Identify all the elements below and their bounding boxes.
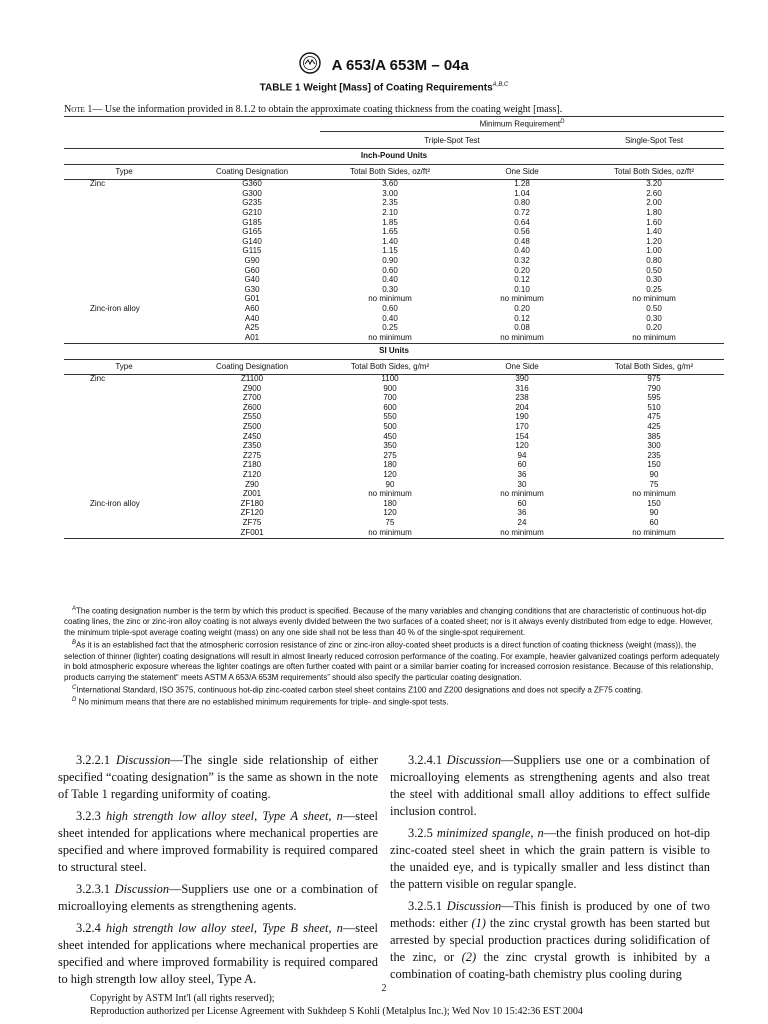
single-spot-cell: 385 — [647, 431, 661, 441]
single-spot-cell: 0.30 — [646, 313, 662, 323]
total-both-sides-cell: 180 — [383, 460, 397, 470]
designation-cell: G360 — [242, 179, 262, 189]
type-cell — [64, 199, 184, 209]
inch-pound-rows — [64, 180, 724, 343]
single-spot-cell: 1.60 — [646, 217, 662, 227]
type-cell: Zinc-iron alloy — [90, 498, 140, 508]
total-both-sides-cell: 500 — [383, 422, 397, 432]
one-side-cell: 0.20 — [514, 303, 530, 313]
designation-cell: G210 — [242, 208, 262, 217]
total-both-sides-cell: 0.60 — [382, 303, 398, 313]
total-both-sides-cell: 0.40 — [382, 313, 398, 323]
designation-cell: A40 — [244, 313, 260, 323]
designation-cell: Z450 — [242, 431, 262, 441]
one-side-cell: 60 — [517, 498, 527, 508]
paragraph-3-2-3: 3.2.3 high strength low alloy steel, Type A sheet, n—steel sheet intended for applications where mechanical properties are specified and where improved formability is required compared to structural steel. — [58, 808, 378, 874]
designation-cell: G140 — [242, 236, 262, 246]
one-side-cell: 24 — [517, 518, 527, 527]
total-both-sides-cell: 90 — [385, 479, 395, 489]
single-spot-cell: 0.20 — [646, 323, 662, 333]
section-inch-pound: Inch-Pound Units — [360, 151, 428, 161]
one-side-cell: 1.04 — [514, 188, 530, 198]
paragraph-3-2-2-1: 3.2.2.1 Discussion—The single side relationship of either specified “coating designation” is the same as shown in the note of Table 1 regarding uniformity of coating. — [58, 753, 379, 801]
footnote: $^C$International Standard, ISO 3575, continuous hot-dip zinc-coated carbon steel sheet contains Z100 and Z200 designations and does not specify a ZF75 coating. — [72, 684, 643, 695]
total-both-sides-cell: 2.10 — [382, 208, 398, 217]
one-side-cell: 0.20 — [514, 265, 530, 275]
total-both-sides-cell: 0.25 — [382, 323, 398, 333]
paragraph-3-2-3-1: 3.2.3.1 Discussion—Suppliers use one or a combination of microalloying elements as strengthening agents. — [58, 881, 378, 913]
total-both-sides-cell: 120 — [383, 470, 397, 480]
type-cell — [64, 286, 184, 296]
table-title: TABLE 1 Weight [Mass] of Coating Requirements$^{A,B,C}$ — [259, 82, 509, 94]
single-spot-cell: 235 — [647, 450, 661, 460]
designation-cell: ZF75 — [242, 518, 262, 527]
table-row — [64, 334, 724, 344]
type-cell — [64, 452, 184, 462]
single-spot-cell: no minimum — [632, 527, 676, 537]
designation-cell: ZF180 — [240, 498, 264, 508]
footnote: $^B$As it is an established fact that the atmospheric corrosion resistance of zinc or zinc-iron alloy-coated sheet products is a direct function of coating thickness (weight (mass)), the selection of thinner (lighter) coating designations will result in almost linearly reduced corrosion performance of the coating. For example, heavier galvanized coatings perform adequately in bold atmospheric exposure whereas the lighter coatings are often further coated with paint or a similar barrier coating for increased corrosion resistance. Because of this relationship, products carrying the statement“ meets ASTM A 653/A 653M requirements” should also specify the particular coating designation. — [64, 640, 720, 683]
single-spot-cell: 90 — [649, 508, 659, 518]
section-si: SI Units — [379, 346, 409, 356]
single-spot-cell: 1.80 — [646, 208, 662, 217]
type-cell — [64, 315, 184, 325]
type-cell — [64, 385, 184, 395]
one-side-cell: no minimum — [500, 527, 544, 537]
single-spot-cell: no minimum — [632, 489, 676, 499]
total-both-sides-cell: 1.85 — [382, 217, 398, 227]
designation-cell: G300 — [242, 188, 262, 198]
document-header — [0, 52, 768, 79]
designation-cell: Z90 — [245, 479, 259, 489]
type-cell: Zinc — [90, 374, 106, 384]
designation-cell: G90 — [244, 255, 260, 265]
single-spot-cell: 150 — [647, 460, 661, 470]
footnote: $^D$ No minimum means that there are no established minimum requirements for triple- and single-spot tests. — [72, 697, 449, 707]
type-cell — [64, 190, 184, 200]
type-cell — [64, 529, 184, 539]
type-cell — [64, 228, 184, 238]
designation-cell: G165 — [242, 227, 262, 237]
minimum-requirement-header: Minimum Requirement$^D$ — [64, 117, 724, 134]
total-both-sides-cell: 350 — [383, 441, 397, 451]
document-id: A 653/A 653M – 04a — [331, 57, 469, 74]
designation-cell: Z700 — [242, 393, 262, 403]
type-cell — [64, 324, 184, 334]
single-spot-cell: 60 — [649, 518, 659, 527]
one-side-cell: 1.28 — [514, 179, 530, 189]
total-both-sides-cell: 550 — [383, 412, 397, 422]
total-both-sides-cell: 0.60 — [382, 265, 398, 275]
single-spot-cell: 475 — [647, 412, 661, 422]
designation-cell: G01 — [244, 294, 260, 304]
designation-cell: A25 — [244, 323, 260, 333]
total-both-sides-cell: 1.40 — [382, 236, 398, 246]
designation-cell: G235 — [242, 198, 262, 208]
single-spot-cell: 790 — [647, 383, 661, 393]
total-both-sides-cell: no minimum — [368, 294, 412, 304]
total-both-sides-cell: 450 — [383, 431, 397, 441]
table-footnotes — [64, 605, 724, 709]
paragraph-3-2-4: 3.2.4 high strength low alloy steel, Type B sheet, n—steel sheet intended for applications where mechanical properties are specified and where improved formability is required compared to high strength low alloy steel, Type A. — [58, 920, 378, 986]
single-spot-cell: 595 — [647, 393, 661, 403]
type-cell — [64, 442, 184, 452]
type-cell — [64, 471, 184, 481]
one-side-cell: 94 — [517, 450, 527, 460]
one-side-cell: 154 — [515, 431, 529, 441]
designation-cell: A60 — [244, 303, 260, 313]
total-both-sides-cell: 600 — [383, 402, 397, 412]
single-spot-cell: 1.40 — [646, 227, 662, 237]
one-side-cell: 30 — [517, 479, 527, 489]
type-cell: Zinc — [90, 179, 106, 189]
single-spot-cell: 2.00 — [646, 198, 662, 208]
total-both-sides-cell: no minimum — [368, 332, 412, 342]
designation-cell: G30 — [244, 284, 260, 294]
astm-logo-icon — [299, 52, 321, 79]
table-note: Note 1— Use the information provided in 8.1.2 to obtain the approximate coating thickness from the coating weight [mass]. — [64, 104, 563, 115]
one-side-cell: 238 — [515, 393, 529, 403]
body-column-left — [58, 752, 378, 993]
type-cell — [64, 238, 184, 248]
total-both-sides-cell: 75 — [385, 518, 395, 527]
total-both-sides-cell: 120 — [383, 508, 397, 518]
single-spot-cell: 300 — [647, 441, 661, 451]
type-cell — [64, 219, 184, 229]
total-both-sides-cell: 180 — [383, 498, 397, 508]
total-both-sides-cell: 700 — [383, 393, 397, 403]
one-side-cell: 0.32 — [514, 255, 530, 265]
total-both-sides-cell: no minimum — [368, 527, 412, 537]
total-both-sides-cell: 0.30 — [382, 284, 398, 294]
single-spot-cell: 75 — [649, 479, 659, 489]
designation-cell: Z180 — [242, 460, 262, 470]
type-cell — [64, 413, 184, 423]
one-side-cell: 60 — [517, 460, 527, 470]
type-cell — [64, 404, 184, 414]
type-cell — [64, 519, 184, 529]
designation-cell: Z350 — [242, 441, 262, 451]
copyright-line: Copyright by ASTM Int'l (all rights reserved); — [90, 993, 275, 1004]
single-spot-cell: 0.30 — [646, 275, 662, 285]
body-column-right — [390, 752, 710, 988]
one-side-cell: 204 — [515, 402, 529, 412]
page-number: 2 — [381, 983, 387, 994]
type-cell — [64, 257, 184, 267]
one-side-cell: 0.72 — [514, 208, 530, 217]
single-spot-cell: 2.60 — [646, 188, 662, 198]
one-side-cell: 0.10 — [514, 284, 530, 294]
paragraph-3-2-4-1: 3.2.4.1 Discussion—Suppliers use one or a combination of microalloying elements as strengthening agents and also treat the steel with additional small alloy additions to effect sulfide inclusion control. — [390, 753, 710, 818]
designation-cell: Z275 — [242, 450, 262, 460]
designation-cell: G40 — [244, 275, 260, 285]
test-type-header: Triple-Spot Test Single-Spot Test — [424, 136, 684, 146]
column-headers-inch: Type Coating Designation Total Both Sides, oz/ft² One Side Total Both Sides, oz/ft² — [115, 166, 695, 176]
one-side-cell: 36 — [517, 470, 527, 480]
single-spot-cell: 0.50 — [646, 265, 662, 275]
designation-cell: A01 — [244, 332, 260, 342]
type-cell — [64, 334, 184, 344]
total-both-sides-cell: 1.15 — [382, 246, 398, 256]
one-side-cell: 0.48 — [514, 236, 530, 246]
single-spot-cell: 1.20 — [646, 236, 662, 246]
designation-cell: Z900 — [242, 383, 262, 393]
single-spot-cell: 3.20 — [646, 179, 662, 189]
designation-cell: G115 — [242, 246, 262, 256]
total-both-sides-cell: 900 — [383, 383, 397, 393]
one-side-cell: 390 — [515, 374, 529, 384]
one-side-cell: 0.08 — [514, 323, 530, 333]
designation-cell: Z500 — [242, 422, 262, 432]
total-both-sides-cell: 0.90 — [382, 255, 398, 265]
one-side-cell: 120 — [515, 441, 529, 451]
type-cell — [64, 209, 184, 219]
one-side-cell: 0.12 — [514, 275, 530, 285]
total-both-sides-cell: 3.60 — [382, 179, 398, 189]
type-cell — [64, 461, 184, 471]
total-both-sides-cell: 1.65 — [382, 227, 398, 237]
type-cell — [64, 267, 184, 277]
one-side-cell: no minimum — [500, 294, 544, 304]
one-side-cell: 0.64 — [514, 217, 530, 227]
type-cell: Zinc-iron alloy — [90, 303, 140, 313]
type-cell — [64, 509, 184, 519]
type-cell — [64, 481, 184, 491]
license-line: Reproduction authorized per License Agreement with Sukhdeep S Kohli (Metalplus Inc.); Wed Nov 10 15:42:36 EST 2004 — [90, 1005, 583, 1017]
table-row — [64, 529, 724, 539]
designation-cell: ZF001 — [240, 527, 264, 537]
single-spot-cell: 0.80 — [646, 255, 662, 265]
designation-cell: Z600 — [242, 402, 262, 412]
type-cell — [64, 247, 184, 257]
type-cell — [64, 394, 184, 404]
copyright-footer — [90, 993, 583, 1018]
one-side-cell: 170 — [515, 422, 529, 432]
one-side-cell: 0.56 — [514, 227, 530, 237]
designation-cell: Z550 — [242, 412, 262, 422]
paragraph-3-2-5-1: 3.2.5.1 Discussion—This finish is produced by one of two methods: either (1) the zinc crystal growth has been started but arrested by special production practices during solidification of the zinc, or (2) the zinc crystal growth is inhibited by a combination of coating-bath chemistry plus cooling during — [390, 898, 711, 981]
designation-cell: Z001 — [242, 489, 262, 499]
total-both-sides-cell: 3.00 — [382, 188, 398, 198]
single-spot-cell: 0.25 — [646, 284, 662, 294]
one-side-cell: 36 — [517, 508, 527, 518]
single-spot-cell: 425 — [647, 422, 661, 432]
one-side-cell: 0.40 — [514, 246, 530, 256]
single-spot-cell: no minimum — [632, 332, 676, 342]
total-both-sides-cell: no minimum — [368, 489, 412, 499]
designation-cell: Z1100 — [240, 374, 264, 384]
total-both-sides-cell: 275 — [383, 450, 397, 460]
one-side-cell: 316 — [515, 383, 529, 393]
designation-cell: G60 — [244, 265, 260, 275]
single-spot-cell: 0.50 — [646, 303, 662, 313]
type-cell — [64, 276, 184, 286]
type-cell — [64, 423, 184, 433]
single-spot-cell: 90 — [649, 470, 659, 480]
designation-cell: Z120 — [242, 470, 262, 480]
single-spot-cell: 975 — [647, 374, 661, 384]
total-both-sides-cell: 0.40 — [382, 275, 398, 285]
table-row — [64, 471, 724, 481]
total-both-sides-cell: 1100 — [381, 374, 399, 384]
designation-cell: ZF120 — [240, 508, 264, 518]
footnote: $^A$The coating designation number is the term by which this product is specified. Because of the many variables and changing conditions that are characteristic of continuous hot-dip coating lines, the zinc or zinc-iron alloy coating is not always evenly divided between the two surfaces of a coated sheet; nor is it always evenly distributed from edge to edge. However, the minimum triple-spot average coating weight (mass) on any one side shall not be less than 40 % of the single-spot requirement. — [64, 606, 713, 638]
one-side-cell: no minimum — [500, 489, 544, 499]
paragraph-3-2-5: 3.2.5 minimized spangle, n—the finish produced on hot-dip zinc-coated steel sheet in which the grain pattern is visible to the unaided eye, and is typically smaller and less distinct than the pattern visible on regular spangle. — [390, 825, 710, 891]
one-side-cell: no minimum — [500, 332, 544, 342]
designation-cell: G185 — [242, 217, 262, 227]
single-spot-cell: 1.00 — [646, 246, 662, 256]
single-spot-cell: 150 — [647, 498, 661, 508]
total-both-sides-cell: 2.35 — [382, 198, 398, 208]
coating-table — [64, 116, 724, 539]
single-spot-cell: no minimum — [632, 294, 676, 304]
type-cell — [64, 433, 184, 443]
one-side-cell: 0.80 — [514, 198, 530, 208]
column-headers-si: Type Coating Designation Total Both Sides, g/m² One Side Total Both Sides, g/m² — [115, 361, 694, 371]
one-side-cell: 190 — [515, 412, 529, 422]
one-side-cell: 0.12 — [514, 313, 530, 323]
table-row — [64, 509, 724, 519]
si-rows — [64, 375, 724, 538]
single-spot-cell: 510 — [647, 402, 661, 412]
